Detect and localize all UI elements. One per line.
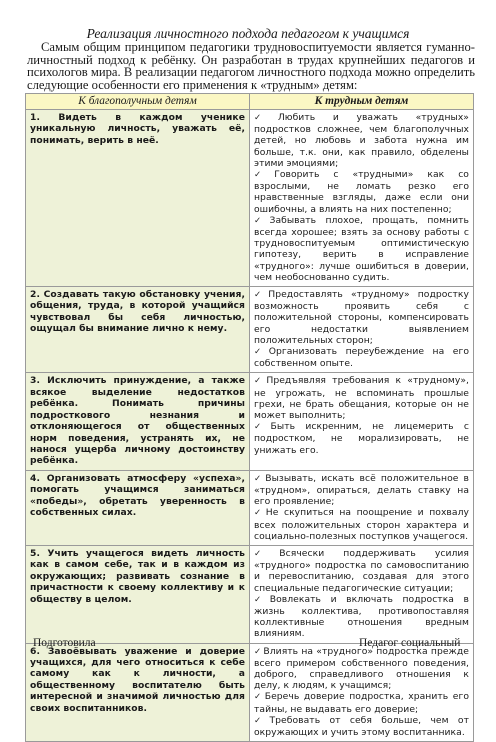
check-icon: ✓ — [254, 548, 278, 559]
list-item — [254, 289, 469, 346]
principle-cell: 4. Организовать атмосферу «успеха», помогать учащимся заниматься «победы», обретать уверенность в собственных силах. — [26, 470, 250, 545]
table-row — [26, 643, 474, 742]
header-good-children: К благополучным детям — [26, 94, 250, 110]
table-row — [26, 110, 474, 287]
list-item — [254, 112, 469, 169]
check-icon: ✓ — [254, 290, 267, 301]
principle-cell: 1. Видеть в каждом ученике уникальную личность, уважать её, понимать, верить в неё. — [26, 110, 250, 287]
list-item-text: Вызывать, искать всё положительное в «трудном», опираться, делать ставку на его проявление; — [254, 472, 469, 508]
footer-prepared-by: Подготовила — [33, 637, 96, 649]
list-item — [254, 375, 469, 421]
list-item — [254, 646, 469, 692]
list-item — [254, 691, 469, 714]
table-header-row — [26, 94, 474, 110]
header-difficult-children: К трудным детям — [250, 94, 474, 110]
list-item-text: Предоставлять «трудному» подростку возможность проявить себя с положительной стороны, компенсировать его недостатки выявлением положительных сторон; — [254, 289, 469, 346]
difficult-approach-cell — [250, 373, 474, 470]
difficult-approach-cell — [250, 287, 474, 373]
list-item-text: Предъявляя требования к «трудному», не угрожать, не вспоминать прошлые грехи, не брать обещания, которые он не может выполнить; — [254, 375, 469, 422]
page-title: Реализация личностного подхода педагогом к учащимся — [86, 26, 410, 41]
list-item-text: Забывать плохое, прощать, помнить всегда хорошее; взять за основу работы с трудновоспитуемым оптимистическую гипотезу, верить в исправление «трудного»: лучше ошибиться в доверии, чем необоснованно судить. — [254, 214, 469, 283]
list-item-text: Влиять на «трудного» подростка прежде всего примером собственного поведения, доброго, справедливого отношения к делу, к людям, к учащимся; — [254, 645, 469, 692]
check-icon: ✓ — [254, 508, 264, 519]
list-item — [254, 548, 469, 594]
check-icon: ✓ — [254, 170, 273, 181]
list-item — [254, 169, 469, 215]
difficult-approach-cell — [250, 470, 474, 545]
intro-paragraph: Самым общим принципом педагогики трудновоспитуемости является гуманно-личностный подход к ребёнку. Он разработан в трудах крупнейших педагогов и психологов мира. В реализации педагогом личностного подхода можно определить следующие особенности его применения к «трудным» детям: — [27, 40, 475, 92]
list-item — [254, 421, 469, 456]
list-item-text: Быть искренним, не лицемерить с подростком, не морализировать, не унижать его. — [254, 421, 469, 456]
list-item — [254, 473, 469, 508]
list-item — [254, 215, 469, 283]
principle-cell: 3. Исключить принуждение, а также всякое выделение недостатков ребёнка. Понимать причины подросткового незнания и отклоняющегося от общественных норм поведения, устранять их, не нанося ущерба личному достоинству ребёнка. — [26, 373, 250, 470]
principle-cell: 2. Создавать такую обстановку учения, общения, труда, в которой учащийся чувствовал бы себя личностью, ощущал бы внимание лично к нему. — [26, 287, 250, 373]
difficult-approach-cell — [250, 110, 474, 287]
list-item-text: Говорить с «трудными» как со взрослыми, не ломать резко его нравственные взгляды, даже если они ошибочны, а влиять на них постепенно; — [254, 169, 469, 215]
check-icon: ✓ — [254, 422, 269, 433]
list-item — [254, 594, 469, 640]
list-item-text: Вовлекать и включать подростка в жизнь коллектива, противопоставляя коллективные отношения вредным влияниям. — [254, 593, 469, 640]
principle-cell: 6. Завоёвывать уважение и доверие учащихся, для чего относиться к себе самому как к личности, а общественному воспитателю быть интересной и значимой личностью для своих воспитанников. — [26, 643, 250, 742]
list-item-text: Не скупиться на поощрение и похвалу всех положительных сторон характера и социально-полезных поступков учащегося. — [254, 507, 469, 542]
check-icon: ✓ — [254, 215, 268, 226]
difficult-approach-cell — [250, 545, 474, 643]
table-row — [26, 287, 474, 373]
table-row — [26, 545, 474, 643]
footer-role: Педагог социальный — [359, 637, 461, 649]
table-row — [26, 373, 474, 470]
table-row — [26, 470, 474, 545]
list-item — [254, 346, 469, 369]
difficult-approach-cell — [250, 643, 474, 742]
list-item-text: Любить и уважать «трудных» подростков сложнее, чем благополучных детей, но любовь и забота нужна им больше, т.к. они, как правило, обделены этими эмоциями; — [254, 112, 469, 169]
check-icon: ✓ — [254, 113, 276, 123]
check-icon: ✓ — [254, 715, 268, 726]
list-item-text: Всячески поддерживать усилия «трудного» подростка по самовоспитанию и перевоспитанию, создавая для этого специальные педагогические ситуации; — [254, 547, 469, 594]
list-item-text: Беречь доверие подростка, хранить его тайны, не выдавать его доверие; — [254, 691, 469, 715]
check-icon: ✓ — [254, 646, 262, 657]
list-item — [254, 507, 469, 542]
check-icon: ✓ — [254, 376, 265, 387]
check-icon: ✓ — [254, 692, 263, 703]
check-icon: ✓ — [254, 473, 264, 484]
list-item — [254, 715, 469, 738]
check-icon: ✓ — [254, 594, 268, 605]
principle-cell: 5. Учить учащегося видеть личность как в самом себе, так и в каждом из окружающих; развивать сознание в причастности к своему коллективу и к обществу в целом. — [26, 545, 250, 643]
list-item-text: Требовать от себя больше, чем от окружающих и учить этому воспитанника. — [254, 714, 469, 738]
list-item-text: Организовать переубеждение на его собственном опыте. — [254, 346, 469, 370]
check-icon: ✓ — [254, 347, 267, 358]
